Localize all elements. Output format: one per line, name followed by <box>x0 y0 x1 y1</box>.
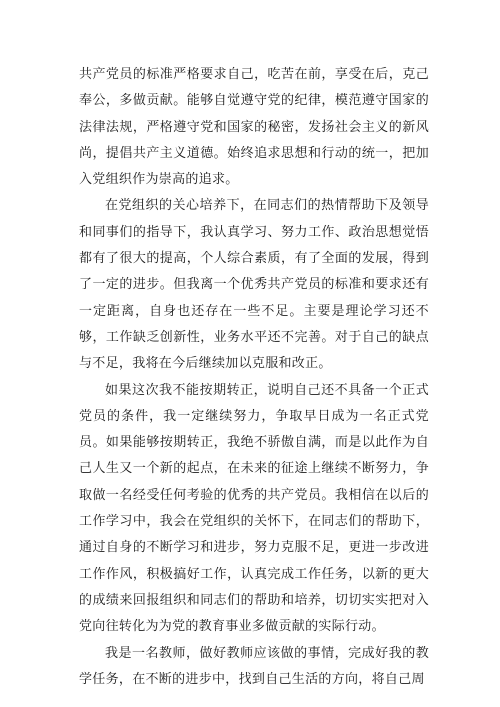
paragraph-2: 在党组织的关心培养下，在同志们的热情帮助下及领导和同事们的指导下，我认真学习、努力工作、政治思想觉悟都有了很大的提高，个人综合素质，有了全面的发展，得到了一定的进步。但我离一个优秀共产党员的标准和要求还有一定距离，自身也还存在一些不足。主要是理论学习还不够，工作缺乏创新性，业务水平还不完善。对于自己的缺点与不足，我将在今后继续加以克服和改正。 <box>79 198 429 372</box>
paragraph-4: 我是一名教师，做好教师应该做的事情，完成好我的教学任务，在不断的进步中，找到自己生活的方向，将自己周 <box>79 645 429 687</box>
paragraph-1: 共产党员的标准严格要求自己，吃苦在前，享受在后，克己奉公，多做贡献。能够自觉遵守党的纪律，模范遵守国家的法律法规，严格遵守党和国家的秘密，发扬社会主义的新风尚，提倡共产主义道德。始终追求思想和行动的统一，把加入党组织作为崇高的追求。 <box>79 67 429 188</box>
document-body <box>79 62 429 693</box>
paragraph-3: 如果这次我不能按期转正，说明自己还不具备一个正式党员的条件，我一定继续努力，争取早日成为一名正式党员。如果能够按期转正，我绝不骄傲自满，而是以此作为自己人生又一个新的起点，在未来的征途上继续不断努力，争取做一名经受任何考验的优秀的共产党员。我相信在以后的工作学习中，我会在党组织的关怀下，在同志们的帮助下，通过自身的不断学习和进步，努力克服不足，更进一步改进工作作风，积极搞好工作，认真完成工作任务，以新的更大的成绩来回报组织和同志们的帮助和培养，切切实实把对入党向往转化为为党的教育事业多做贡献的实际行动。 <box>79 382 429 635</box>
